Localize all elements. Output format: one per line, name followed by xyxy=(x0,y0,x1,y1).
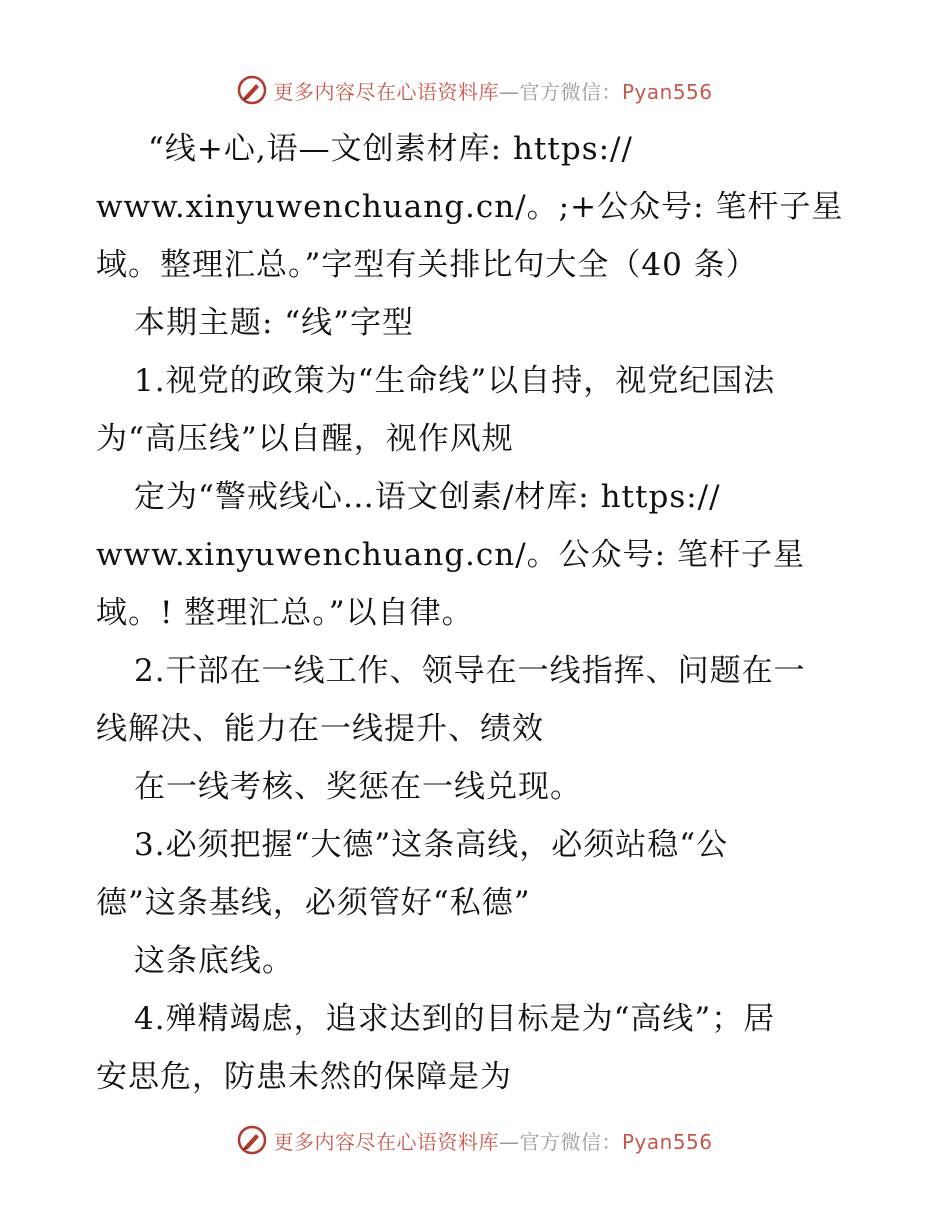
text-line: 线解决、能力在一线提升、绩效 xyxy=(96,711,544,747)
text-line: 域。! 整理汇总。”以自律。 xyxy=(96,595,474,631)
header-banner xyxy=(0,70,950,110)
footer-banner-text: 更多内容尽在心语资料库—官方微信：Pyan556 xyxy=(273,1129,713,1154)
text-line: 2.干部在一线工作、领导在一线指挥、问题在一 xyxy=(134,653,806,689)
text-line: 域。整理汇总。”字型有关排比句大全（40 条） xyxy=(96,247,758,283)
text-line: 德”这条基线，必须管好“私德” xyxy=(96,885,531,921)
pen-logo-icon xyxy=(237,75,267,105)
text-line: 定为“警戒线心…语文创素/材库: https:// xyxy=(134,479,721,515)
text-line: 这条底线。 xyxy=(134,943,294,979)
text-line: www.xinyuwenchuang.cn/。;+公众号: 笔杆子星 xyxy=(96,189,844,225)
text-line: “线+心,语—文创素材库: https:// xyxy=(148,131,633,167)
text-line: 在一线考核、奖惩在一线兑现。 xyxy=(134,769,582,805)
header-banner-text: 更多内容尽在心语资料库—官方微信：Pyan556 xyxy=(273,79,713,104)
text-line: 4.殚精竭虑，追求达到的目标是为“高线”；居 xyxy=(134,1001,776,1037)
text-line: 1.视党的政策为“生命线”以自持，视党纪国法 xyxy=(134,363,776,399)
text-line: 本期主题: “线”字型 xyxy=(134,305,414,341)
pen-logo-icon xyxy=(237,1125,267,1155)
text-line: 为“高压线”以自醒，视作风规 xyxy=(96,421,514,457)
footer-banner xyxy=(0,1120,950,1160)
text-line: 安思危，防患未然的保障是为 xyxy=(96,1059,512,1095)
text-line: www.xinyuwenchuang.cn/。公众号: 笔杆子星 xyxy=(96,537,805,573)
text-line: 3.必须把握“大德”这条高线，必须站稳“公 xyxy=(134,827,729,863)
